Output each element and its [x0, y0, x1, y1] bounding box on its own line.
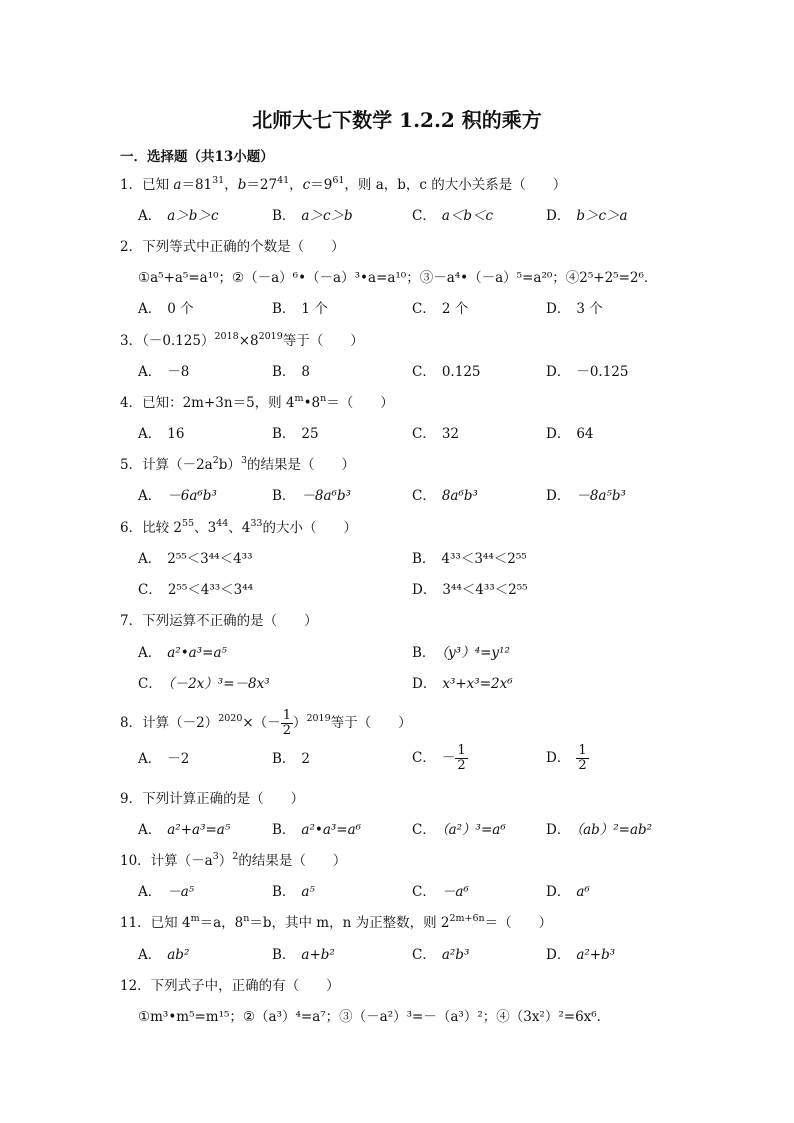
- q2-option-a[interactable]: A． 0 个: [138, 301, 194, 317]
- page-title: 北师大七下数学 1.2.2 积的乘方: [252, 108, 542, 132]
- q8-option-b[interactable]: B． 2: [272, 751, 311, 767]
- q6-option-c[interactable]: C． 2⁵⁵＜4³³＜3⁴⁴: [138, 582, 254, 598]
- question-1-stem: 1．已知 $a=81^{31}$，$b=27^{41}$，$c=9^{61}$，则 a，b，c 的大小关系是（ ）: [120, 175, 567, 193]
- q5-option-c[interactable]: C． 8a⁶b³: [412, 488, 478, 504]
- q5-option-b[interactable]: B． －8a⁶b³: [272, 488, 352, 504]
- q1-option-c[interactable]: C． a＜b＜c: [412, 208, 494, 224]
- fraction-one-half: $\frac{1}{2}$: [457, 743, 466, 773]
- q2-option-b[interactable]: B． 1 个: [272, 301, 328, 317]
- q10-option-a[interactable]: A． －a⁵: [138, 884, 195, 900]
- q2-option-d[interactable]: D． 3 个: [546, 301, 603, 317]
- question-6-stem: 6．比较 $2^{55}$、$3^{44}$、$4^{33}$的大小（ ）: [120, 518, 357, 536]
- question-4-stem: 4．已知：2m+3n＝5，则 $4^m•8^n=$（ ）: [120, 393, 394, 411]
- q4-option-d[interactable]: D． 64: [546, 426, 594, 442]
- q11-option-c[interactable]: C． a²b³: [412, 947, 470, 963]
- question-2-stem: 2．下列等式中正确的个数是（ ）: [120, 239, 345, 255]
- q9-option-c[interactable]: C． （a²）³=a⁶: [412, 822, 506, 838]
- question-2-statements: ①a⁵+a⁵=a¹⁰；②（－a）⁶•（－a）³•a=a¹⁰；③－a⁴•（－a）⁵=a²⁰；④2⁵+2⁵=2⁶．: [138, 270, 658, 286]
- q7-option-d[interactable]: D． x³+x³=2x⁶: [412, 676, 513, 692]
- fraction-one-half: $\frac{1}{2}$: [578, 743, 587, 773]
- q4-option-b[interactable]: B． 25: [272, 426, 319, 442]
- question-3-stem: 3．$(-0.125)^{2018}\times 8^{2019}$等于（ ）: [120, 331, 364, 349]
- q9-option-a[interactable]: A． a²+a³=a⁵: [138, 822, 231, 838]
- q2-option-c[interactable]: C． 2 个: [412, 301, 469, 317]
- q7-option-c[interactable]: C． （－2x）³=－8x³: [138, 676, 270, 692]
- question-5-stem: 5．计算$(-2a^2b)^3$的结果是（ ）: [120, 455, 355, 473]
- q10-option-d[interactable]: D． a⁶: [546, 884, 590, 900]
- q3-option-b[interactable]: B． 8: [272, 364, 311, 380]
- q9-option-d[interactable]: D． （ab）²=ab²: [546, 822, 653, 838]
- q8-option-a[interactable]: A． －2: [138, 751, 190, 767]
- q11-option-b[interactable]: B． a+b²: [272, 947, 335, 963]
- q11-option-d[interactable]: D． a²+b³: [546, 947, 616, 963]
- question-9-stem: 9．下列计算正确的是（ ）: [120, 791, 305, 807]
- question-10-stem: 10．计算$(-a^3)^2$的结果是（ ）: [120, 851, 347, 869]
- q1-option-a[interactable]: A． a＞b＞c: [138, 208, 219, 224]
- q3-option-d[interactable]: D． －0.125: [546, 364, 629, 380]
- q10-option-b[interactable]: B． a⁵: [272, 884, 315, 900]
- q5-option-d[interactable]: D． －8a⁵b³: [546, 488, 626, 504]
- q7-option-b[interactable]: B． （y³）⁴=y¹²: [412, 645, 510, 661]
- question-12-stem: 12．下列式子中，正确的有（ ）: [120, 978, 340, 994]
- question-11-stem: 11．已知 $4^m=a$，$8^n=b$，其中 m，n 为正整数，则 $2^{2m+6n}=$（ ）: [120, 913, 553, 931]
- q7-option-a[interactable]: A． a²•a³=a⁵: [138, 645, 227, 661]
- q6-option-d[interactable]: D． 3⁴⁴＜4³³＜2⁵⁵: [412, 582, 528, 598]
- q3-option-c[interactable]: C． 0.125: [412, 364, 481, 380]
- q6-option-a[interactable]: A． 2⁵⁵＜3⁴⁴＜4³³: [138, 551, 253, 567]
- q1-option-b[interactable]: B． a＞c＞b: [272, 208, 353, 224]
- fraction-one-half: $\frac{1}{2}$: [282, 708, 291, 738]
- q10-option-c[interactable]: C． －a⁶: [412, 884, 469, 900]
- section-heading: 一．选择题（共13小题）: [120, 149, 274, 165]
- q8-option-c[interactable]: C． － $\frac{1}{2}$: [412, 743, 466, 773]
- q8-option-d[interactable]: D． $\frac{1}{2}$: [546, 743, 587, 773]
- q1-option-d[interactable]: D． b＞c＞a: [546, 208, 628, 224]
- q5-option-a[interactable]: A． －6a⁶b³: [138, 488, 217, 504]
- q11-option-a[interactable]: A． ab²: [138, 947, 190, 963]
- question-12-statements: ①m³•m⁵=m¹⁵；②（a³）⁴=a⁷；③（－a²）³=－（a³）²；④（3x²）²=6x⁶．: [138, 1009, 611, 1025]
- q4-option-c[interactable]: C． 32: [412, 426, 460, 442]
- q9-option-b[interactable]: B． a²•a³=a⁶: [272, 822, 362, 838]
- question-7-stem: 7．下列运算不正确的是（ ）: [120, 613, 318, 629]
- q4-option-a[interactable]: A． 16: [138, 426, 185, 442]
- q3-option-a[interactable]: A． －8: [138, 364, 190, 380]
- question-8-stem: 8．计算$(-2)^{2020}\times(-$ $\frac{1}{2}$ ）$^{2019}$等于（ ）: [120, 708, 412, 738]
- q6-option-b[interactable]: B． 4³³＜3⁴⁴＜2⁵⁵: [412, 551, 527, 567]
